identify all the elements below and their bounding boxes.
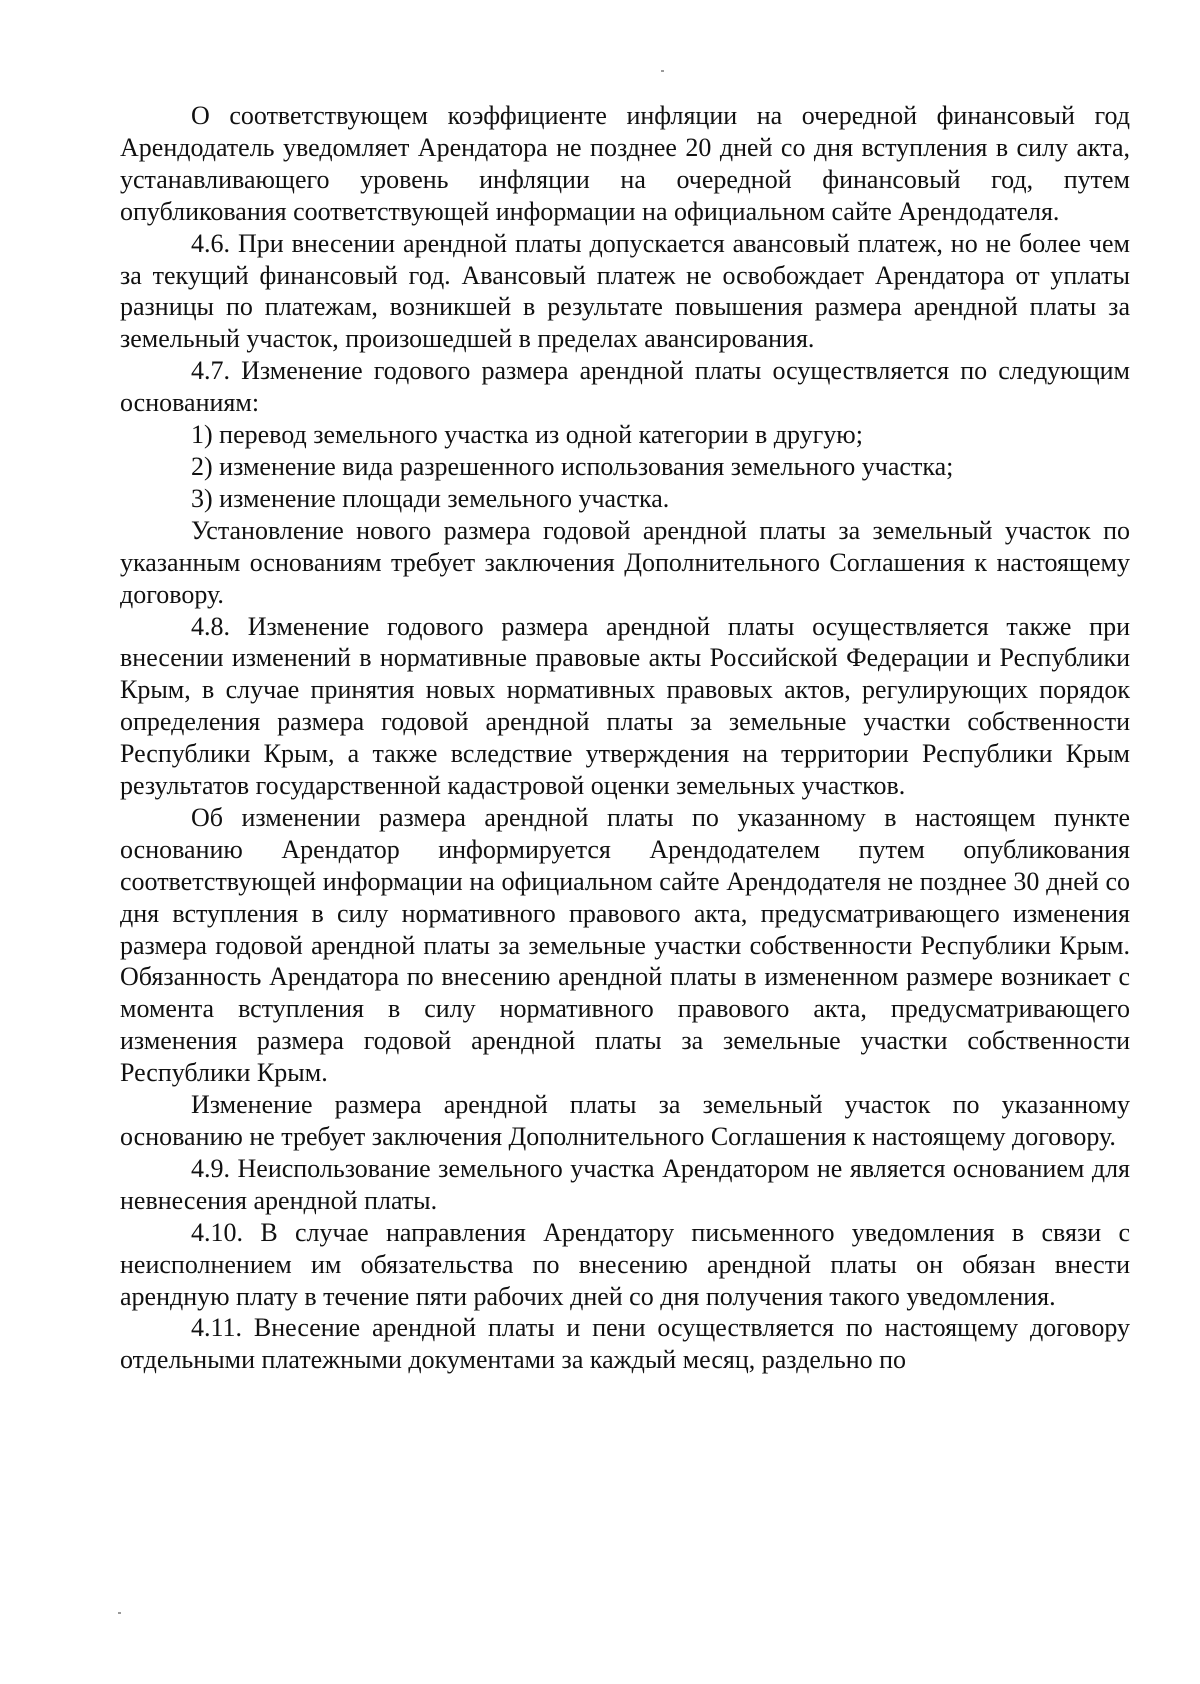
- paragraph-4-7-rent-change-grounds: 4.7. Изменение годового размера арендной платы осуществляется по следующим основаниям:: [120, 356, 1130, 418]
- paragraph-no-agreement-required: Изменение размера арендной платы за земельный участок по указанному основанию не требует заключения Дополнительного Соглашения к настоящему договору.: [120, 1090, 1130, 1151]
- paragraph-inflation-notice: О соответствующем коэффициенте инфляции на очередной финансовый год Арендодатель уведомляет Арендатора не позднее 20 дней со дня вступления в силу акта, устанавливающего уровень инфляции на очередной финансовый год, путем опубликования соответствующей информации на официальном сайте Арендодателя.: [120, 101, 1130, 226]
- list-item-area-change: 3) изменение площади земельного участка.: [191, 483, 670, 513]
- paragraph-4-6-advance-payment: 4.6. При внесении арендной платы допускается авансовый платеж, но не более чем за текущий финансовый год. Авансовый платеж не освобождает Арендатора от уплаты разницы по платежам, возникшей в результате повышения размера арендной платы за земельный участок, произошедшей в пределах авансирования.: [120, 228, 1130, 354]
- document-page: [120, 100, 1130, 1376]
- paragraph-new-rent-agreement: Установление нового размера годовой арендной платы за земельный участок по указанным основаниям требует заключения Дополнительного Соглашения к настоящему договору.: [120, 515, 1130, 609]
- list-item-permitted-use-change: 2) изменение вида разрешенного использования земельного участка;: [191, 451, 954, 481]
- scan-artifact-bottom: [118, 1612, 121, 1614]
- paragraph-4-9-non-use: 4.9. Неиспользование земельного участка Арендатором не является основанием для невнесения арендной платы.: [120, 1153, 1130, 1215]
- list-item-category-transfer: 1) перевод земельного участка из одной категории в другую;: [191, 420, 863, 450]
- paragraph-4-8-legal-acts-change: 4.8. Изменение годового размера арендной платы осуществляется также при внесении изменений в нормативные правовые акты Российской Федерации и Республики Крым, в случае принятия новых нормативных правовых актов, регулирующих порядок определения размера годовой арендной платы за земельные участки собственности Республики Крым, а также вследствие утверждения на территории Республики Крым результатов государственной кадастровой оценки земельных участков.: [120, 611, 1130, 801]
- paragraph-rent-change-notification: Об изменении размера арендной платы по указанному в настоящем пункте основанию Арендатор информируется Арендодателем путем опубликования соответствующей информации на официальном сайте Арендодателя не позднее 30 дней со дня вступления в силу нормативного правового акта, предусматривающего изменения размера годовой арендной платы за земельные участки собственности Республики Крым. Обязанность Арендатора по внесению арендной платы в измененном размере возникает с момента вступления в силу нормативного правового акта, предусматривающего изменения размера годовой арендной платы за земельные участки собственности Республики Крым.: [120, 802, 1130, 1088]
- paragraph-4-10-written-notice: 4.10. В случае направления Арендатору письменного уведомления в связи с неисполнением им обязательства по внесению арендной платы он обязан внести арендную плату в течение пяти рабочих дней со дня получения такого уведомления.: [120, 1217, 1130, 1311]
- scan-artifact-top: [661, 70, 664, 72]
- paragraph-4-11-payment-documents: 4.11. Внесение арендной платы и пени осуществляется по настоящему договору отдельными платежными документами за каждый месяц, раздельно по: [120, 1313, 1130, 1375]
